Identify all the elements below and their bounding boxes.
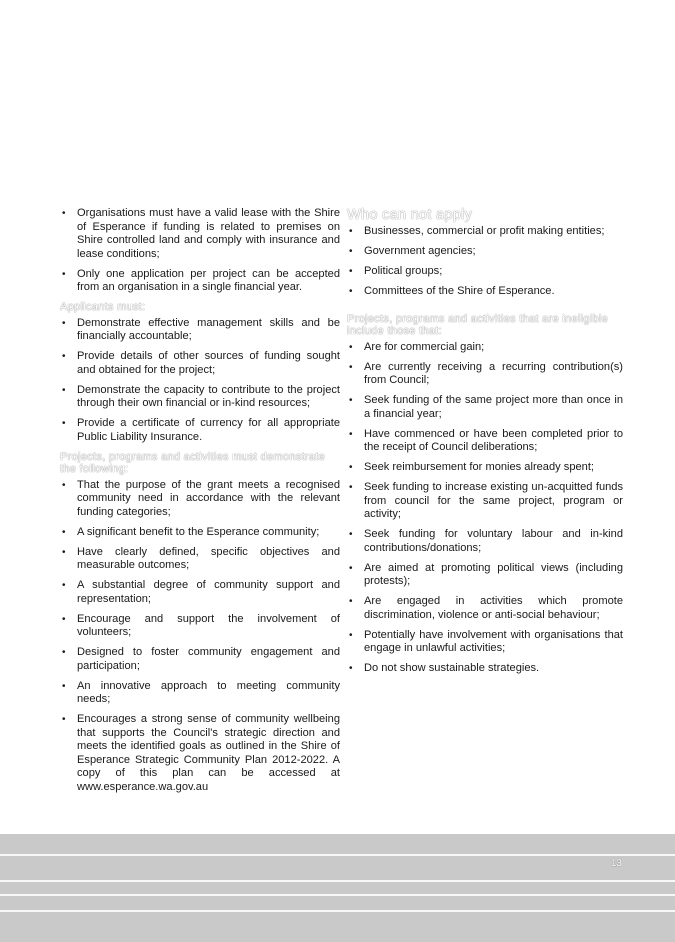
footer-pattern-band bbox=[0, 834, 675, 942]
who-cannot-apply-list bbox=[347, 225, 623, 299]
list-item: • Potentially have involvement with organisations that engage in unlawful activities; bbox=[347, 629, 623, 656]
who-cannot-apply-heading: Who can not apply bbox=[347, 207, 473, 223]
list-item: • Are engaged in activities which promote discrimination, violence or anti-social behaviour; bbox=[347, 595, 623, 622]
demonstrate-list bbox=[60, 479, 340, 795]
list-item: • That the purpose of the grant meets a recognised community need in accordance with the relevant funding categories; bbox=[60, 479, 340, 520]
list-item: • Are aimed at promoting political views (including protests); bbox=[347, 562, 623, 589]
applicants-heading: Applicants must: bbox=[60, 301, 146, 313]
intro-list bbox=[60, 207, 340, 295]
wave-line bbox=[0, 910, 675, 912]
list-item: • Do not show sustainable strategies. bbox=[347, 662, 623, 676]
list-item: • Provide details of other sources of funding sought and obtained for the project; bbox=[60, 350, 340, 377]
left-column bbox=[60, 207, 340, 801]
list-item: • Seek funding to increase existing un-acquitted funds from council for the same project, program or activity; bbox=[347, 481, 623, 522]
right-column bbox=[347, 207, 623, 682]
wave-line bbox=[0, 854, 675, 856]
list-item: • Have clearly defined, specific objectives and measurable outcomes; bbox=[60, 546, 340, 573]
list-item: • A substantial degree of community support and representation; bbox=[60, 579, 340, 606]
demonstrate-heading: Projects, programs and activities must demonstrate the following: bbox=[60, 450, 326, 475]
list-item: • Organisations must have a valid lease with the Shire of Esperance if funding is related to premises on Shire controlled land and comply with insurance and lease conditions; bbox=[60, 207, 340, 261]
list-item: • Designed to foster community engagement and participation; bbox=[60, 646, 340, 673]
ineligible-heading: Projects, programs and activities that are ineligible include those that: bbox=[347, 312, 609, 337]
page-number: 13 bbox=[610, 858, 622, 869]
wave-line bbox=[0, 894, 675, 896]
list-item: • Businesses, commercial or profit making entities; bbox=[347, 225, 623, 239]
list-item: • Encourage and support the involvement of volunteers; bbox=[60, 613, 340, 640]
list-item: • Provide a certificate of currency for all appropriate Public Liability Insurance. bbox=[60, 417, 340, 444]
list-item: • Government agencies; bbox=[347, 245, 623, 259]
applicants-list bbox=[60, 317, 340, 445]
list-item: • Demonstrate effective management skills and be financially accountable; bbox=[60, 317, 340, 344]
list-item: • Seek funding for voluntary labour and in-kind contributions/donations; bbox=[347, 528, 623, 555]
list-item: • Political groups; bbox=[347, 265, 623, 279]
list-item: • An innovative approach to meeting community needs; bbox=[60, 680, 340, 707]
list-item: • Seek funding of the same project more than once in a financial year; bbox=[347, 394, 623, 421]
list-item: • Encourages a strong sense of community wellbeing that supports the Council's strategic direction and meets the identified goals as outlined in the Shire of Esperance Strategic Community Plan 2012-2022. A copy of this plan can be accessed at www.esperance.wa.gov.au bbox=[60, 713, 340, 794]
list-item: • Are currently receiving a recurring contribution(s) from Council; bbox=[347, 361, 623, 388]
list-item: • Committees of the Shire of Esperance. bbox=[347, 285, 623, 299]
list-item: • Seek reimbursement for monies already spent; bbox=[347, 461, 623, 475]
wave-line bbox=[0, 880, 675, 882]
list-item: • Only one application per project can be accepted from an organisation in a single financial year. bbox=[60, 268, 340, 295]
list-item: • Have commenced or have been completed prior to the receipt of Council deliberations; bbox=[347, 428, 623, 455]
list-item: • A significant benefit to the Esperance community; bbox=[60, 526, 340, 540]
list-item: • Are for commercial gain; bbox=[347, 341, 623, 355]
ineligible-list bbox=[347, 341, 623, 676]
list-item: • Demonstrate the capacity to contribute to the project through their own financial or in-kind resources; bbox=[60, 384, 340, 411]
